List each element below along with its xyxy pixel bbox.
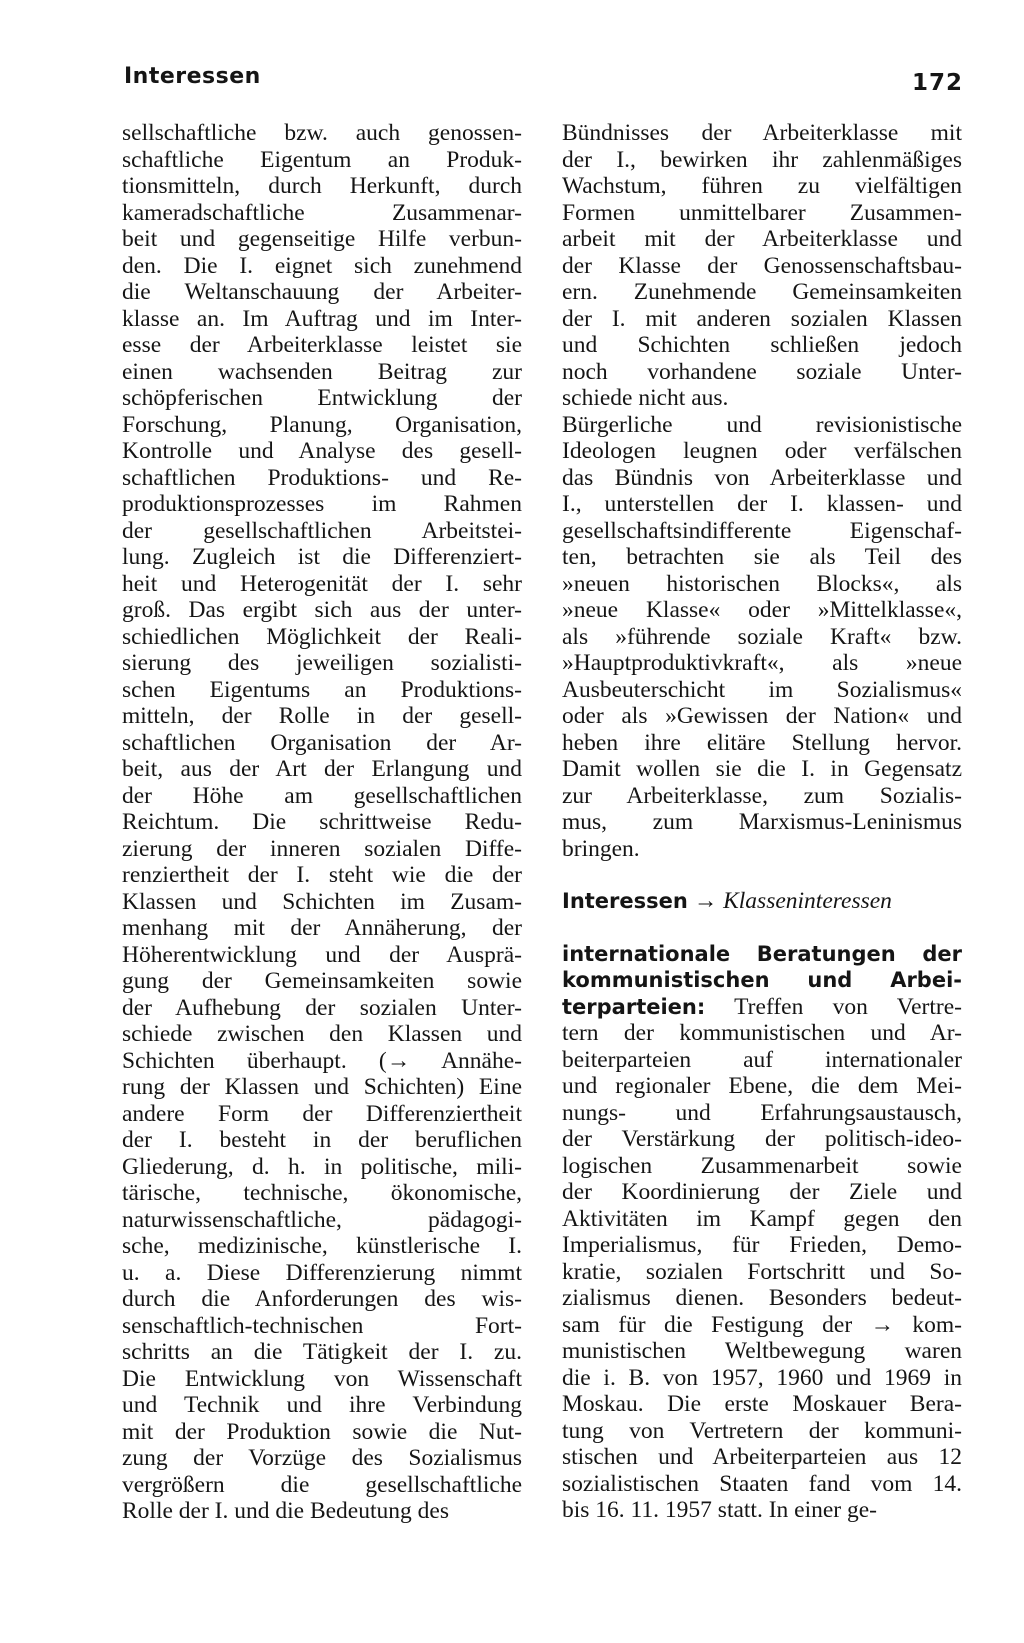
text-line: Reichtum. Die schrittweise Redu- xyxy=(122,809,522,835)
text-line: Bündnisses der Arbeiterklasse mit xyxy=(562,120,962,146)
text-line: Die Entwicklung von Wissenschaft xyxy=(122,1365,522,1392)
text-line: das Bündnis von Arbeiterklasse und xyxy=(562,464,962,491)
text-line: ern. Zunehmende Gemeinsamkeiten xyxy=(562,279,962,305)
text-line: und Schichten schließen jedoch xyxy=(562,332,962,358)
text-line: Formen unmittelbarer Zusammen- xyxy=(562,199,962,226)
entry-body xyxy=(562,1020,962,1524)
text-line: Wachstum, führen zu vielfältigen xyxy=(562,173,962,199)
text-line: lung. Zugleich ist die Differenziert- xyxy=(122,544,522,570)
text-line: sierung des jeweiligen sozialisti- xyxy=(122,650,522,676)
text-line: zialismus dienen. Besonders bedeut- xyxy=(562,1285,962,1311)
entry-first-line-text: Treffen von Vertre- xyxy=(734,993,962,1020)
text-line: Aktivitäten im Kampf gegen den xyxy=(562,1205,962,1232)
text-line: gung der Gemeinsamkeiten sowie xyxy=(122,968,522,994)
text-line: sam für die Festigung der → kom- xyxy=(562,1311,962,1338)
text-line: schiede zwischen den Klassen und xyxy=(122,1021,522,1047)
xref-keyword: Interessen xyxy=(562,889,688,913)
running-head: Interessen xyxy=(124,64,261,89)
text-line: sellschaftliche bzw. auch genossen- xyxy=(122,120,522,146)
text-line: Höherentwicklung und der Ausprä- xyxy=(122,941,522,968)
text-line: der Klasse der Genossenschaftsbau- xyxy=(562,252,962,279)
text-line: einen wachsenden Beitrag zur xyxy=(122,358,522,385)
text-line: Ideologen leugnen oder verfälschen xyxy=(562,438,962,464)
text-line: beit und gegenseitige Hilfe verbun- xyxy=(122,226,522,252)
entry-heading-line: kommunistischen und Arbei- xyxy=(562,968,962,992)
entry-internationale-beratungen xyxy=(562,941,962,1524)
text-line: der Verstärkung der politisch-ideo- xyxy=(562,1126,962,1152)
text-line: schaftliche Eigentum an Produk- xyxy=(122,146,522,173)
left-column xyxy=(122,120,522,1525)
text-line: schiede nicht aus. xyxy=(562,385,729,411)
text-line: schaftlichen Produktions- und Re- xyxy=(122,464,522,491)
text-line: »Hauptproduktivkraft«, als »neue xyxy=(562,650,962,676)
text-line: der Aufhebung der sozialen Unter- xyxy=(122,994,522,1021)
text-line: den. Die I. eignet sich zunehmend xyxy=(122,252,522,279)
text-line: mit der Produktion sowie die Nut- xyxy=(122,1418,522,1445)
text-line: senschaftlich-technischen Fort- xyxy=(122,1312,522,1339)
text-line: stischen und Arbeiterparteien aus 12 xyxy=(562,1444,962,1470)
text-line: schaftlichen Organisation der Ar- xyxy=(122,729,522,756)
text-line: schöpferischen Entwicklung der xyxy=(122,385,522,411)
text-line: mitteln, der Rolle in der gesell- xyxy=(122,703,522,729)
text-line: der I. besteht in der beruflichen xyxy=(122,1127,522,1153)
text-line: durch die Anforderungen des wis- xyxy=(122,1286,522,1312)
text-line: sche, medizinische, künstlerische I. xyxy=(122,1233,522,1259)
text-line: schen Eigentums an Produktions- xyxy=(122,676,522,703)
text-line: u. a. Diese Differenzierung nimmt xyxy=(122,1259,522,1286)
text-line: arbeit mit der Arbeiterklasse und xyxy=(562,226,962,252)
text-line: zung der Vorzüge des Sozialismus xyxy=(122,1445,522,1471)
text-line: der gesellschaftlichen Arbeitstei- xyxy=(122,517,522,544)
right-column xyxy=(562,120,962,1524)
entry-heading-line: internationale Beratungen der xyxy=(562,941,962,966)
paragraph-buergerliche-ideologen xyxy=(562,412,962,863)
text-line: die i. B. von 1957, 1960 und 1969 in xyxy=(562,1364,962,1391)
text-line: mus, zum Marxismus-Leninismus xyxy=(562,809,962,835)
text-line: schiedlichen Möglichkeit der Reali- xyxy=(122,623,522,650)
text-line: ten, betrachten sie als Teil des xyxy=(562,544,962,570)
text-line: kratie, sozialen Fortschritt und So- xyxy=(562,1258,962,1285)
text-line: beiterparteien auf internationaler xyxy=(562,1046,962,1073)
text-line: esse der Arbeiterklasse leistet sie xyxy=(122,332,522,358)
xref-target-link[interactable]: Klasseninteressen xyxy=(723,888,892,914)
text-line: munistischen Weltbewegung waren xyxy=(562,1338,962,1364)
spacer xyxy=(562,862,962,888)
text-line: oder als »Gewissen der Nation« und xyxy=(562,703,962,729)
page-number: 172 xyxy=(912,70,964,96)
text-line: Schichten überhaupt. (→ Annähe- xyxy=(122,1047,522,1074)
text-line: »neuen historischen Blocks«, als xyxy=(562,570,962,597)
text-line: Rolle der I. und die Bedeutung des xyxy=(122,1498,449,1524)
text-line: menhang mit der Annäherung, der xyxy=(122,915,522,941)
text-line: tionsmitteln, durch Herkunft, durch xyxy=(122,173,522,199)
text-line: und Technik und ihre Verbindung xyxy=(122,1392,522,1418)
entry-heading-line: terparteien: xyxy=(562,994,706,1019)
text-line: renziertheit der I. steht wie die der xyxy=(122,862,522,888)
text-line: Gliederung, d. h. in politische, mili- xyxy=(122,1153,522,1180)
text-line: Kontrolle und Analyse des gesell- xyxy=(122,438,522,464)
text-line: heben ihre elitäre Stellung hervor. xyxy=(562,729,962,756)
text-line: bringen. xyxy=(562,835,640,862)
text-line: Imperialismus, für Frieden, Demo- xyxy=(562,1232,962,1258)
text-line: naturwissenschaftliche, pädagogi- xyxy=(122,1206,522,1233)
text-line: »neue Klasse« oder »Mittelklasse«, xyxy=(562,597,962,623)
text-line: produktionsprozesses im Rahmen xyxy=(122,491,522,517)
text-line: der I., bewirken ihr zahlenmäßiges xyxy=(562,146,962,173)
text-line: Moskau. Die erste Moskauer Bera- xyxy=(562,1391,962,1417)
text-line: als »führende soziale Kraft« bzw. xyxy=(562,623,962,650)
text-line: tern der kommunistischen und Ar- xyxy=(562,1020,962,1046)
text-line: bis 16. 11. 1957 statt. In einer ge- xyxy=(562,1497,878,1523)
text-line: Damit wollen sie die I. in Gegensatz xyxy=(562,756,962,782)
text-line: schritts an die Tätigkeit der I. zu. xyxy=(122,1339,522,1365)
xref-entry xyxy=(562,888,962,915)
text-line: nungs- und Erfahrungsaustausch, xyxy=(562,1099,962,1126)
text-line: Bürgerliche und revisionistische xyxy=(562,411,962,438)
text-line: logischen Zusammenarbeit sowie xyxy=(562,1152,962,1179)
text-line: der I. mit anderen sozialen Klassen xyxy=(562,305,962,332)
text-line: tärische, technische, ökonomische, xyxy=(122,1180,522,1206)
text-line: andere Form der Differenziertheit xyxy=(122,1100,522,1127)
text-line: kameradschaftliche Zusammenar- xyxy=(122,199,522,226)
text-line: Ausbeuterschicht im Sozialismus« xyxy=(562,676,962,703)
text-line: groß. Das ergibt sich aus der unter- xyxy=(122,597,522,623)
text-line: rung der Klassen und Schichten) Eine xyxy=(122,1074,522,1100)
text-line: gesellschaftsindifferente Eigenschaf- xyxy=(562,517,962,544)
text-line: I., unterstellen der I. klassen- und xyxy=(562,491,962,517)
text-line: sozialistischen Staaten fand vom 14. xyxy=(562,1470,962,1497)
spacer xyxy=(562,915,962,941)
text-line: noch vorhandene soziale Unter- xyxy=(562,358,962,385)
text-line: klasse an. Im Auftrag und im Inter- xyxy=(122,305,522,332)
text-line: die Weltanschauung der Arbeiter- xyxy=(122,279,522,305)
text-line: und regionaler Ebene, die dem Mei- xyxy=(562,1073,962,1099)
text-line: der Höhe am gesellschaftlichen xyxy=(122,782,522,809)
text-line: beit, aus der Art der Erlangung und xyxy=(122,756,522,782)
text-line: Forschung, Planung, Organisation, xyxy=(122,411,522,438)
text-line: vergrößern die gesellschaftliche xyxy=(122,1471,522,1498)
text-line: zierung der inneren sozialen Diffe- xyxy=(122,835,522,862)
text-line: heit und Heterogenität der I. sehr xyxy=(122,570,522,597)
entry-first-line xyxy=(562,994,962,1021)
text-line: der Koordinierung der Ziele und xyxy=(562,1179,962,1205)
paragraph-buendnis xyxy=(562,120,962,412)
text-line: tung von Vertretern der kommuni- xyxy=(562,1417,962,1444)
text-line: zur Arbeiterklasse, zum Sozialis- xyxy=(562,782,962,809)
xref-arrow: → xyxy=(693,888,718,914)
text-line: Klassen und Schichten im Zusam- xyxy=(122,888,522,915)
